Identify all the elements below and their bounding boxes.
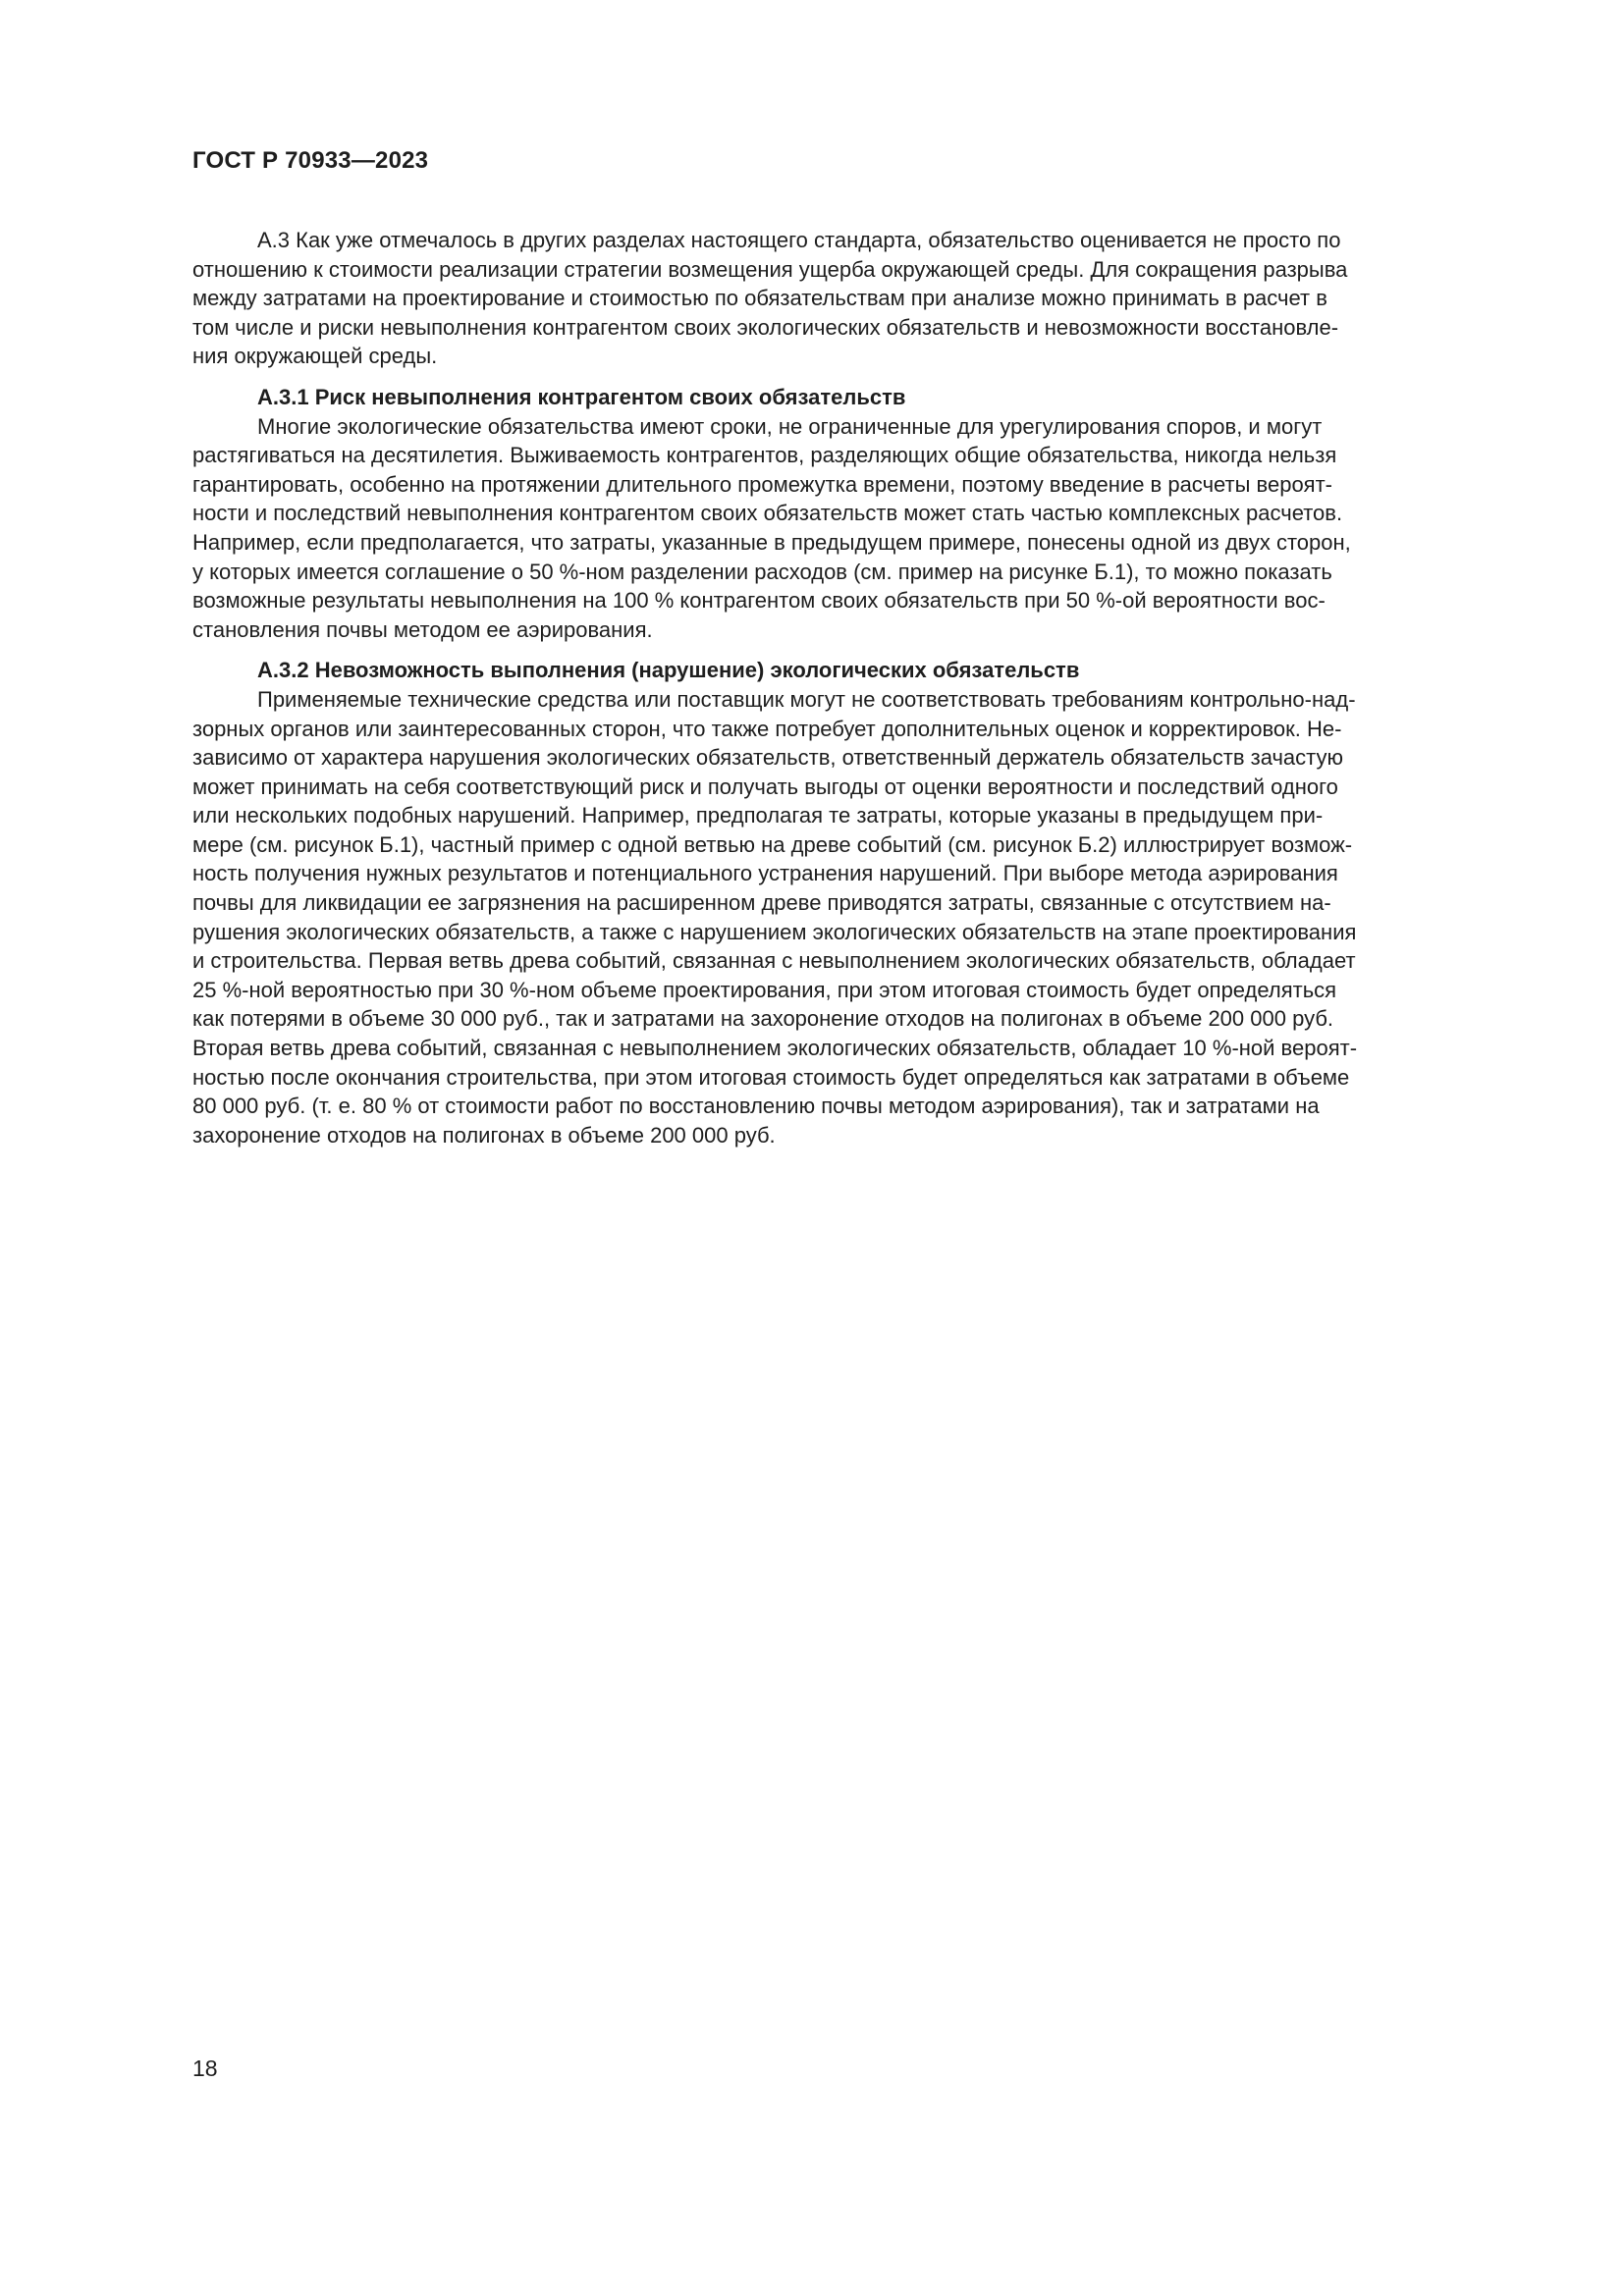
section-a3-paragraph: А.3 Как уже отмечалось в других разделах настоящего стандарта, обязательство оценивается не просто по отношению к стоимости реализации стратегии возмещения ущерба окружающей среды. Для сокращения разрыва между затратами на проектирование и стоимостью по обязательствам при анализе можно принимать в расчет в том числе и риски невыполнения контрагентом своих экологических обязательств и невозможности восстановле- ния окружающей среды. xyxy=(192,228,1348,369)
document-body xyxy=(192,226,1492,1149)
page-number: 18 xyxy=(192,2056,218,2081)
section-a3-1-paragraph: Многие экологические обязательства имеют сроки, не ограниченные для урегулирования споров, и могут растягиваться на десятилетия. Выживаемость контрагентов, разделяющих общие обязательства, никогда нельзя гарантировать, особенно на протяжении длительного промежутка времени, поэтому введение в расчеты вероят- ности и последствий невыполнения контрагентом своих обязательств может стать частью комплексных расчетов. Например, если предполагается, что затраты, указанные в предыдущем примере, понесены одной из двух сторон, у которых имеется соглашение о 50 %-ном разделении расходов (см. пример на рисунке Б.1), то можно показать возможные результаты невыполнения на 100 % контрагентом своих обязательств при 50 %-ой вероятности вос- становления почвы методом ее аэрирования. xyxy=(192,413,1351,642)
document-code-header: ГОСТ Р 70933—2023 xyxy=(192,147,429,174)
section-a3-2-paragraph: Применяемые технические средства или поставщик могут не соответствовать требованиям контрольно-над- зорных органов или заинтересованных сторон, что также потребует дополнительных оценок и корректировок. Не- зависимо от характера нарушения экологических обязательств, ответственный держатель обязательств зачастую может принимать на себя соответствующий риск и получать выгоды от оценки вероятности и последствий одного или нескольких подобных нарушений. Например, предполагая те затраты, которые указаны в предыдущем при- мере (см. рисунок Б.1), частный пример с одной ветвью на древе событий (см. рисунок Б.2) иллюстрирует возмож- ность получения нужных результатов и потенциального устранения нарушений. При выборе метода аэрирования почвы для ликвидации ее загрязнения на расширенном древе приводятся затраты, связанные с отсутствием на- рушения экологических обязательств, а также с нарушением экологических обязательств на этапе проектирования и строительства. Первая ветвь древа событий, связанная с невыполнением экологических обязательств, обладает 25 %-ной вероятностью при 30 %-ном объеме проектирования, при этом итоговая стоимость будет определяться как потерями в объеме 30 000 руб., так и затратами на захоронение отходов на полигонах в объеме 200 000 руб. Вторая ветвь древа событий, связанная с невыполнением экологических обязательств, обладает 10 %-ной вероят- ностью после окончания строительства, при этом итоговая стоимость будет определяться как затратами в объеме 80 000 руб. (т. е. 80 % от стоимости работ по восстановлению почвы методом аэрирования), так и затратами на захоронение отходов на полигонах в объеме 200 000 руб. xyxy=(192,686,1358,1148)
section-a3-1-heading: А.3.1 Риск невыполнения контрагентом своих обязательств xyxy=(257,384,906,409)
section-a3-2-heading: А.3.2 Невозможность выполнения (нарушение) экологических обязательств xyxy=(257,658,1080,683)
